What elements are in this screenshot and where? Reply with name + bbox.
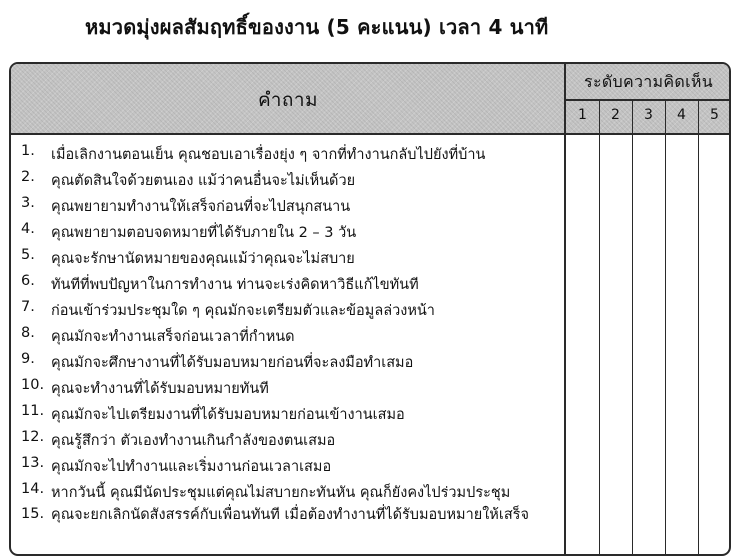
question-row [11, 477, 564, 503]
column-divider [665, 100, 666, 554]
question-number: 5. [21, 247, 35, 263]
rating-scale-header [564, 64, 731, 133]
question-row [11, 425, 564, 451]
table-header [11, 64, 729, 135]
question-text: ก่อนเข้าร่วมประชุมใด ๆ คุณมักจะเตรียมตัวและข้อมูลล่วงหน้า [51, 303, 435, 319]
question-number: 10. [21, 377, 45, 393]
question-number: 2. [21, 169, 35, 185]
scale-option-3: 3 [644, 107, 653, 123]
question-row [11, 502, 564, 554]
question-row [11, 269, 564, 295]
question-number: 15. [21, 506, 45, 522]
question-row [11, 295, 564, 321]
question-row [11, 243, 564, 269]
page-title: หมวดมุ่งผลสัมฤทธิ์ของงาน (5 คะแนน) เวลา 4 นาที [85, 15, 549, 39]
question-text: เมื่อเลิกงานตอนเย็น คุณชอบเอาเรื่องยุ่ง ๆ จากที่ทำงานกลับไปยังที่บ้าน [51, 147, 486, 163]
question-text: คุณพยายามตอบจดหมายที่ได้รับภายใน 2 – 3 วัน [51, 225, 357, 241]
question-number: 14. [21, 481, 45, 497]
question-text: คุณจะรักษานัดหมายของคุณแม้ว่าคุณจะไม่สบาย [51, 251, 355, 267]
question-text: คุณมักจะไปทำงานและเริ่มงานก่อนเวลาเสมอ [51, 459, 332, 475]
question-number: 13. [21, 455, 45, 471]
question-text: คุณพยายามทำงานให้เสร็จก่อนที่จะไปสนุกสนาน [51, 199, 351, 215]
question-number: 12. [21, 429, 45, 445]
question-number: 6. [21, 273, 35, 289]
question-text: คุณรู้สึกว่า ตัวเองทำงานเกินกำลังของตนเสมอ [51, 433, 336, 449]
scale-divider [566, 99, 731, 101]
question-number: 3. [21, 195, 35, 211]
scale-option-2: 2 [611, 107, 620, 123]
question-row [11, 217, 564, 243]
questionnaire-table [9, 62, 731, 556]
question-text: หากวันนี้ คุณมีนัดประชุมแต่คุณไม่สบายกะทันหัน คุณก็ยังคงไปร่วมประชุม [51, 485, 511, 501]
scale-option-1: 1 [578, 107, 587, 123]
question-row [11, 191, 564, 217]
question-number: 1. [21, 143, 35, 159]
question-text: คุณมักจะทำงานเสร็จก่อนเวลาที่กำหนด [51, 329, 295, 345]
question-text: คุณตัดสินใจด้วยตนเอง แม้ว่าคนอื่นจะไม่เห็นด้วย [51, 173, 356, 189]
question-number: 11. [21, 403, 45, 419]
column-divider [599, 100, 600, 554]
question-row [11, 139, 564, 165]
question-text: คุณมักจะไปเตรียมงานที่ได้รับมอบหมายก่อนเข้างานเสมอ [51, 407, 405, 423]
column-divider [632, 100, 633, 554]
question-text: คุณจะทำงานที่ได้รับมอบหมายทันที [51, 381, 269, 397]
question-row [11, 321, 564, 347]
question-row [11, 373, 564, 399]
question-number: 4. [21, 221, 35, 237]
question-number: 9. [21, 351, 35, 367]
question-text: คุณมักจะศึกษางานที่ได้รับมอบหมายก่อนที่จะลงมือทำเสมอ [51, 355, 414, 371]
question-row [11, 399, 564, 425]
column-divider [564, 133, 566, 554]
question-text: ทันทีที่พบปัญหาในการทำงาน ท่านจะเร่งคิดหาวิธีแก้ไขทันที [51, 277, 419, 293]
question-number: 7. [21, 299, 35, 315]
scale-option-4: 4 [677, 107, 686, 123]
question-row [11, 451, 564, 477]
rating-scale-title: ระดับความคิดเห็น [584, 72, 713, 91]
question-row [11, 347, 564, 373]
question-row [11, 165, 564, 191]
question-column-header: คำถาม [258, 89, 319, 111]
question-number: 8. [21, 325, 35, 341]
scale-option-5: 5 [710, 107, 719, 123]
question-text: คุณจะยกเลิกนัดสังสรรค์กับเพื่อนทันที เมื่อต้องทำงานที่ได้รับมอบหมายให้เสร็จ [51, 507, 529, 523]
column-divider [698, 100, 699, 554]
